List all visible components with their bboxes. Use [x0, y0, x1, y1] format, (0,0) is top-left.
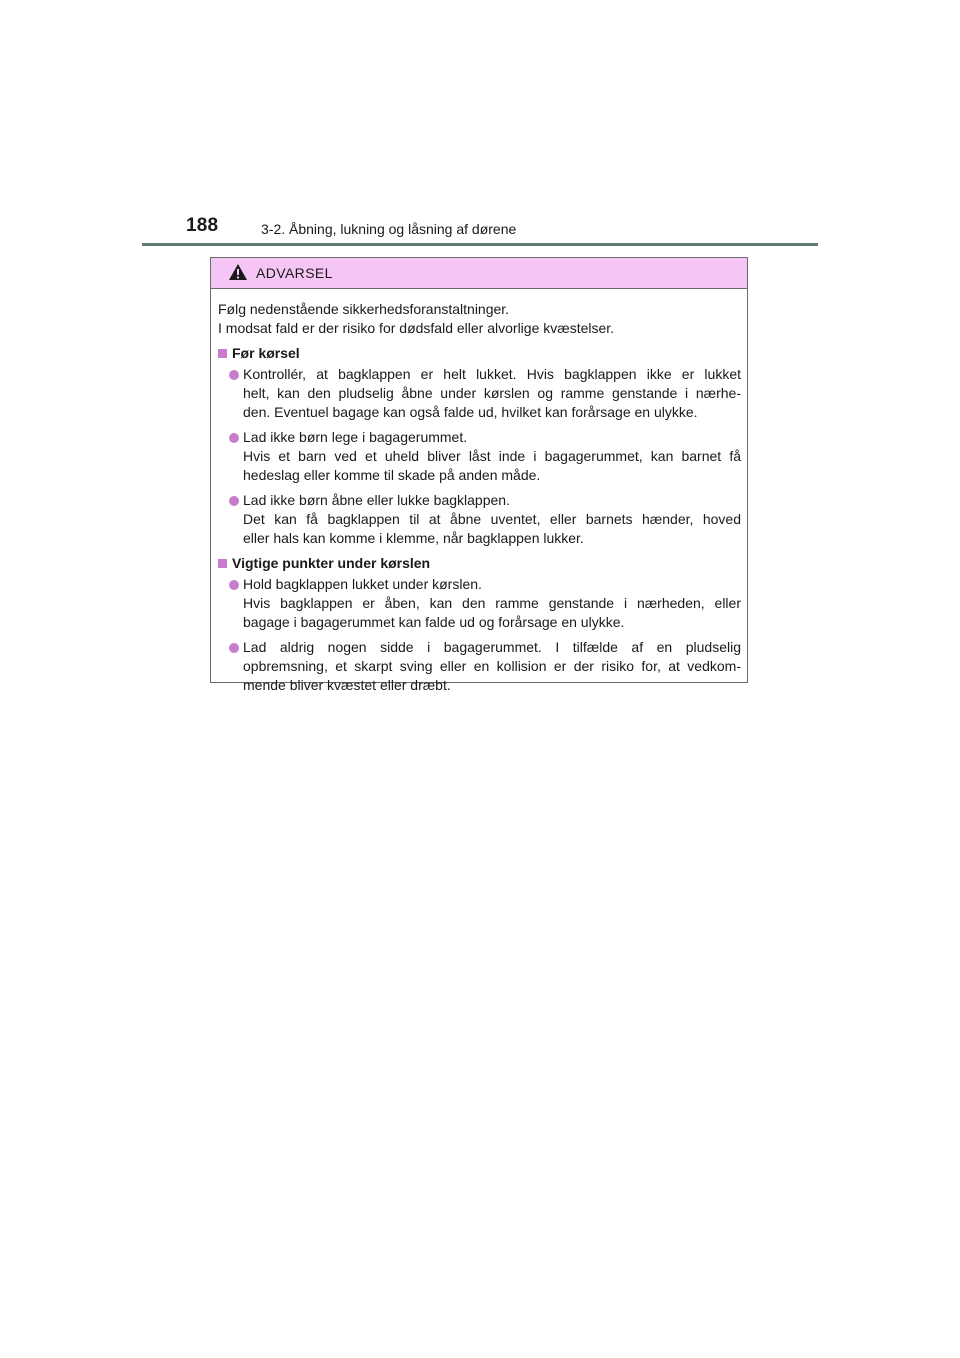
round-bullet-icon: [229, 496, 239, 506]
list-item-line: den. Eventuel bagage kan også falde ud, hvilket kan forårsage en ulykke.: [243, 404, 698, 420]
list-item-line: opbremsning, et skarpt sving eller en kollision er der risiko for, at vedkom-: [243, 658, 741, 674]
warning-header: [211, 258, 747, 289]
list-item-line: mende bliver kvæstet eller dræbt.: [243, 677, 451, 693]
list-item-line: Lad aldrig nogen sidde i bagagerummet. I tilfælde af en pludselig: [243, 639, 741, 655]
page-number: 188: [186, 215, 219, 236]
list-item-line: eller hals kan komme i klemme, når bagklappen lukker.: [243, 530, 584, 546]
list-item-line: helt, kan den pludselig åbne under kørslen og ramme genstande i nærhe-: [243, 385, 741, 401]
round-bullet-icon: [229, 580, 239, 590]
list-item-line: Hold bagklappen lukket under kørslen.: [243, 576, 482, 592]
list-item-line: Det kan få bagklappen til at åbne uventet, eller barnets hænder, hoved: [243, 511, 741, 527]
intro-line: Følg nedenstående sikkerhedsforanstaltninger.: [218, 301, 510, 317]
section-before-driving: [218, 344, 741, 548]
list-item-line: Lad ikke børn åbne eller lukke bagklappen.: [243, 492, 510, 508]
warning-body: [211, 289, 747, 695]
list-item-line: bagage i bagagerummet kan falde ud og forårsage en ulykke.: [243, 614, 625, 630]
list-item: [218, 428, 741, 485]
list-item-line: Hvis et barn ved et uheld bliver låst inde i bagagerummet, kan barnet få: [243, 448, 741, 464]
square-bullet-icon: [218, 349, 227, 358]
list-item-line: Lad ikke børn lege i bagagerummet.: [243, 429, 468, 445]
section-while-driving: [218, 554, 741, 695]
list-item: [218, 365, 741, 422]
square-bullet-icon: [218, 559, 227, 568]
warning-triangle-icon: [228, 263, 248, 281]
round-bullet-icon: [229, 643, 239, 653]
intro-line: I modsat fald er der risiko for dødsfald eller alvorlige kvæstelser.: [218, 320, 615, 336]
list-item: [218, 638, 741, 695]
header-rule: [142, 243, 818, 246]
round-bullet-icon: [229, 370, 239, 380]
list-item: [218, 491, 741, 548]
list-item-line: hedeslag eller komme til skade på anden måde.: [243, 467, 541, 483]
section-title: 3-2. Åbning, lukning og låsning af dørene: [261, 221, 517, 237]
list-item-line: Hvis bagklappen er åben, kan den ramme genstande i nærheden, eller: [243, 595, 741, 611]
section-heading: [218, 554, 741, 573]
list-item-line: Kontrollér, at bagklappen er helt lukket. Hvis bagklappen ikke er lukket: [243, 366, 741, 382]
section-heading-label: Før kørsel: [232, 345, 300, 361]
warning-title: ADVARSEL: [256, 265, 333, 281]
list-item: [218, 575, 741, 632]
section-heading-label: Vigtige punkter under kørslen: [232, 555, 431, 571]
warning-box: [210, 257, 748, 693]
round-bullet-icon: [229, 433, 239, 443]
section-heading: [218, 344, 741, 363]
